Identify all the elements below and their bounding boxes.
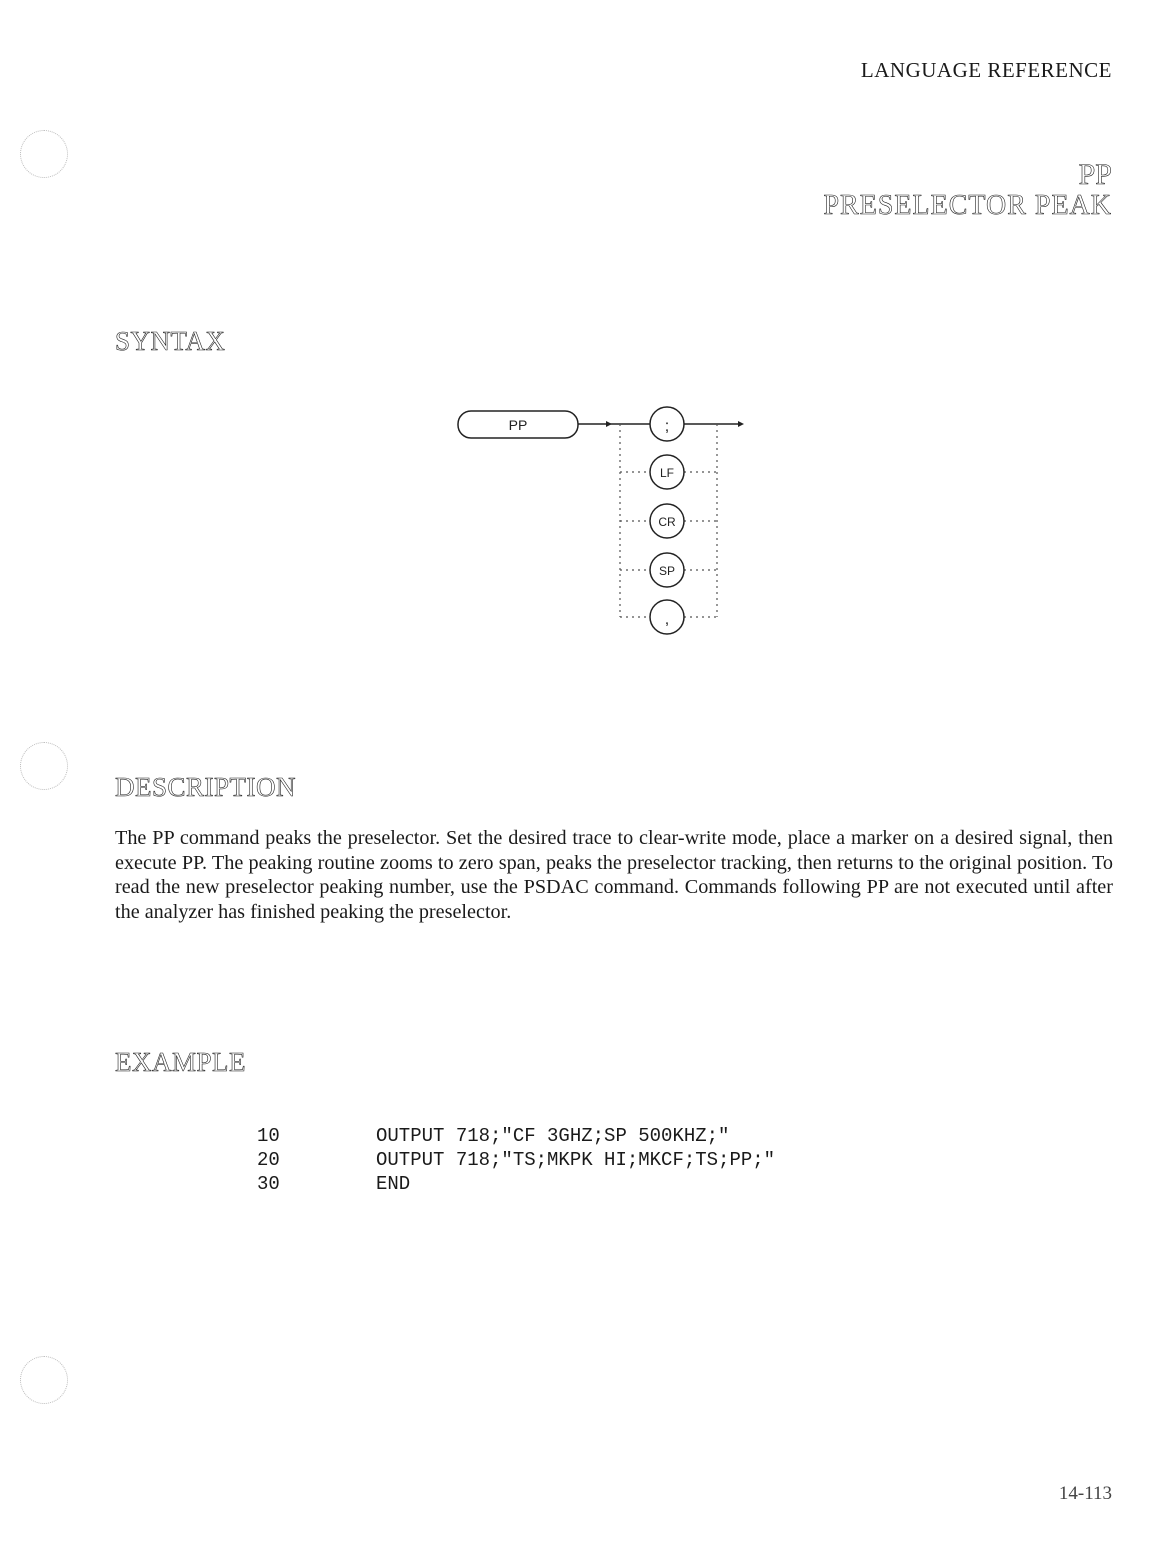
line-code: OUTPUT 718;"CF 3GHZ;SP 500KHZ;" <box>376 1125 730 1147</box>
command-code: PP <box>1078 158 1112 191</box>
terminator-label: SP <box>658 564 676 578</box>
terminator-label: , <box>664 611 670 628</box>
terminator-label: LF <box>659 466 675 480</box>
page-number: 14-113 <box>1058 1483 1112 1504</box>
description-text: The PP command peaks the preselector. Set the desired trace to clear-write mode, place a marker on a desired signal, then execute PP. The peaking routine zooms to zero span, peaks the preselector tracking, then returns to the original position. To read the new preselector peaking number, use the PSDAC command. Commands following PP are not executed until after the analyzer has finished peaking the preselector. <box>115 827 1113 923</box>
terminator-label: ; <box>664 418 670 435</box>
example-heading: EXAMPLE <box>115 1047 246 1077</box>
terminator-label: CR <box>658 515 676 529</box>
section-header: LANGUAGE REFERENCE <box>860 58 1112 82</box>
syntax-heading: SYNTAX <box>115 326 226 356</box>
line-code: END <box>376 1173 411 1195</box>
keyword-label: PP <box>508 417 528 433</box>
line-number: 10 <box>257 1125 280 1147</box>
punch-hole-bottom <box>20 1356 68 1404</box>
punch-hole-middle <box>20 742 68 790</box>
command-title: PRESELECTOR PEAK <box>823 190 1112 221</box>
line-number: 20 <box>257 1149 280 1171</box>
line-number: 30 <box>257 1173 280 1195</box>
description-heading: DESCRIPTION <box>115 772 297 802</box>
line-code: OUTPUT 718;"TS;MKPK HI;MKCF;TS;PP;" <box>376 1149 776 1171</box>
syntax-diagram <box>0 0 1176 700</box>
